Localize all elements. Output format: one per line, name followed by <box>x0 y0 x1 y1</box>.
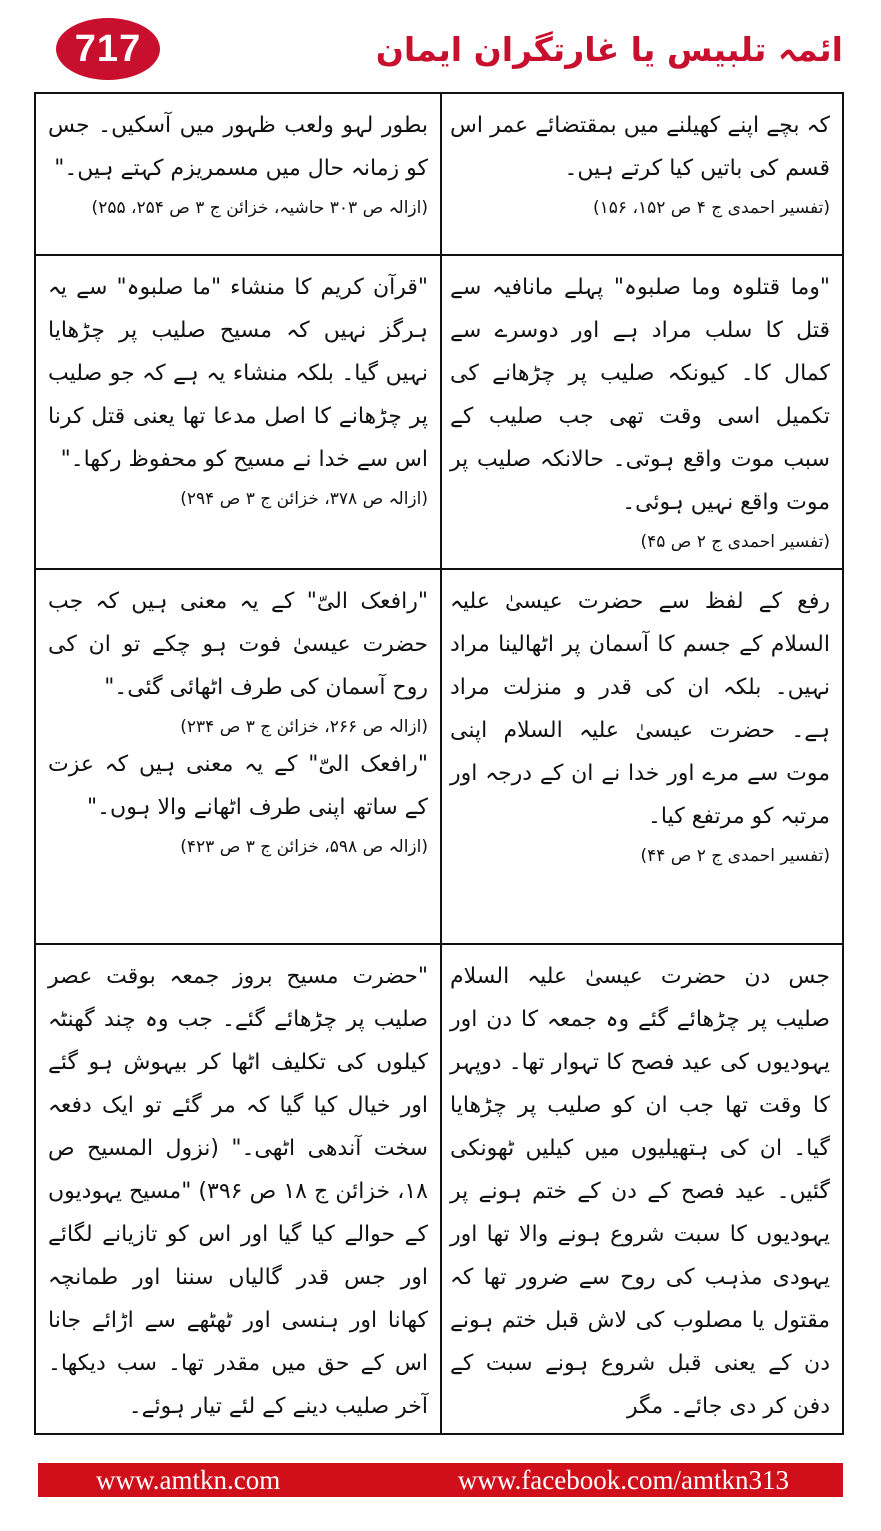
footer-bar <box>38 1463 843 1497</box>
book-title: ائمہ تلبیس یا غارتگران ایمان <box>375 30 843 69</box>
page-number-badge: 717 <box>56 18 160 80</box>
row1-left-reference: (ازالہ ص ۳۰۳ حاشیہ، خزائن ج ۳ ص ۲۵۴، ۲۵۵) <box>91 198 428 218</box>
page-header <box>0 0 881 92</box>
row3-right-text: رفع کے لفظ سے حضرت عیسیٰ علیہ السلام کے جسم کا آسمان پر اٹھالینا مراد نہیں۔ بلکہ ان کی قدر و منزلت مراد ہے۔ حضرت عیسیٰ علیہ السلام اپنی موت سے مرے اور خدا نے ان کے درجہ اور مرتبہ کو مرتفع کیا۔ <box>450 589 830 829</box>
comparison-table <box>34 92 844 1435</box>
row3-right-reference: (تفسیر احمدی ج ۲ ص ۴۴) <box>640 846 830 866</box>
row4-left-text: "حضرت مسیح بروز جمعہ بوقت عصر صلیب پر چڑھائے گئے۔ جب وہ چند گھنٹہ کیلوں کی تکلیف اٹھا کر بیہوش ہو گئے اور خیال کیا گیا کہ مر گئے تو ایک دفعہ سخت آندھی اٹھی۔" (نزول المسیح ص ۱۸، خزائن ج ۱۸ ص ۳۹۶) "مسیح یہودیوں کے حوالے کیا گیا اور اس کو تازیانے لگائے اور جس قدر گالیاں سننا اور طمانچہ کھانا اور ہنسی اور ٹھٹھے سے اڑائے جانا اس کے حق میں مقدر تھا۔ سب دیکھا۔ آخر صلیب دینے کے لئے تیار ہوئے۔ <box>48 964 428 1419</box>
row1-left-cell <box>36 94 440 254</box>
row2-left-cell <box>36 256 440 568</box>
row4-right-text: جس دن حضرت عیسیٰ علیہ السلام صلیب پر چڑھائے گئے وہ جمعہ کا دن اور یہودیوں کی عید فصح کا تہوار تھا۔ دوپہر کا وقت تھا جب ان کو صلیب پر چڑھایا گیا۔ ان کی ہتھیلیوں میں کیلیں ٹھونکی گئیں۔ عید فصح کے دن کے ختم ہونے پر یہودیوں کا سبت شروع ہونے والا تھا اور یہودی مذہب کی روح سے ضرور تھا کہ مقتول یا مصلوب کی لاش قبل ختم ہونے دن کے یعنی قبل شروع ہونے سبت کے دفن کر دی جائے۔ مگر <box>450 964 830 1419</box>
row3-left-text: "رافعک الیّ" کے یہ معنی ہیں کہ جب حضرت عیسیٰ فوت ہو چکے تو ان کی روح آسمان کی طرف اٹھائی گئی۔" <box>48 589 428 700</box>
row2-right-cell <box>438 256 842 568</box>
row2-left-reference: (ازالہ ص ۳۷۸، خزائن ج ۳ ص ۲۹۴) <box>180 489 428 509</box>
row4-right-cell <box>438 945 842 1433</box>
row3-right-cell <box>438 570 842 943</box>
row2-left-text: "قرآن کریم کا منشاء "ما صلبوہ" سے یہ ہرگز نہیں کہ مسیح صلیب پر چڑھایا نہیں گیا۔ بلکہ منشاء یہ ہے کہ جو صلیب پر چڑھانے کا اصل مدعا تھا یعنی قتل کرنا اس سے خدا نے مسیح کو محفوظ رکھا۔" <box>48 275 428 472</box>
row3-left-reference-2: (ازالہ ص ۵۹۸، خزائن ج ۳ ص ۴۲۳) <box>180 837 428 857</box>
row1-left-text: بطور لہو ولعب ظہور میں آسکیں۔ جس کو زمانہ حال میں مسمریزم کہتے ہیں۔" <box>48 113 428 181</box>
row3-left-reference: (ازالہ ص ۲۶۶، خزائن ج ۳ ص ۲۳۴) <box>180 717 428 737</box>
website-link[interactable]: www.amtkn.com <box>96 1465 281 1495</box>
row2-right-text: "وما قتلوہ وما صلبوہ" پہلے مانافیہ سے قتل کا سلب مراد ہے اور دوسرے سے کمال کا۔ کیونکہ صلیب پر چڑھانے کی تکمیل اسی وقت تھی جب صلیب کے سبب موت واقع ہوتی۔ حالانکہ صلیب پر موت واقع نہیں ہوئی۔ <box>450 275 830 515</box>
facebook-link[interactable]: www.facebook.com/amtkn313 <box>457 1465 789 1495</box>
row1-right-reference: (تفسیر احمدی ج ۴ ص ۱۵۲، ۱۵۶) <box>593 198 830 218</box>
row3-left-cell <box>36 570 440 943</box>
row1-right-cell <box>438 94 842 254</box>
row3-left-text-2: "رافعک الیّ" کے یہ معنی ہیں کہ عزت کے ساتھ اپنی طرف اٹھانے والا ہوں۔" <box>48 752 428 820</box>
row2-right-reference: (تفسیر احمدی ج ۲ ص ۴۵) <box>640 532 830 552</box>
row1-right-text: کہ بچے اپنے کھیلنے میں بمقتضائے عمر اس قسم کی باتیں کیا کرتے ہیں۔ <box>450 113 830 181</box>
row4-left-cell <box>36 945 440 1433</box>
